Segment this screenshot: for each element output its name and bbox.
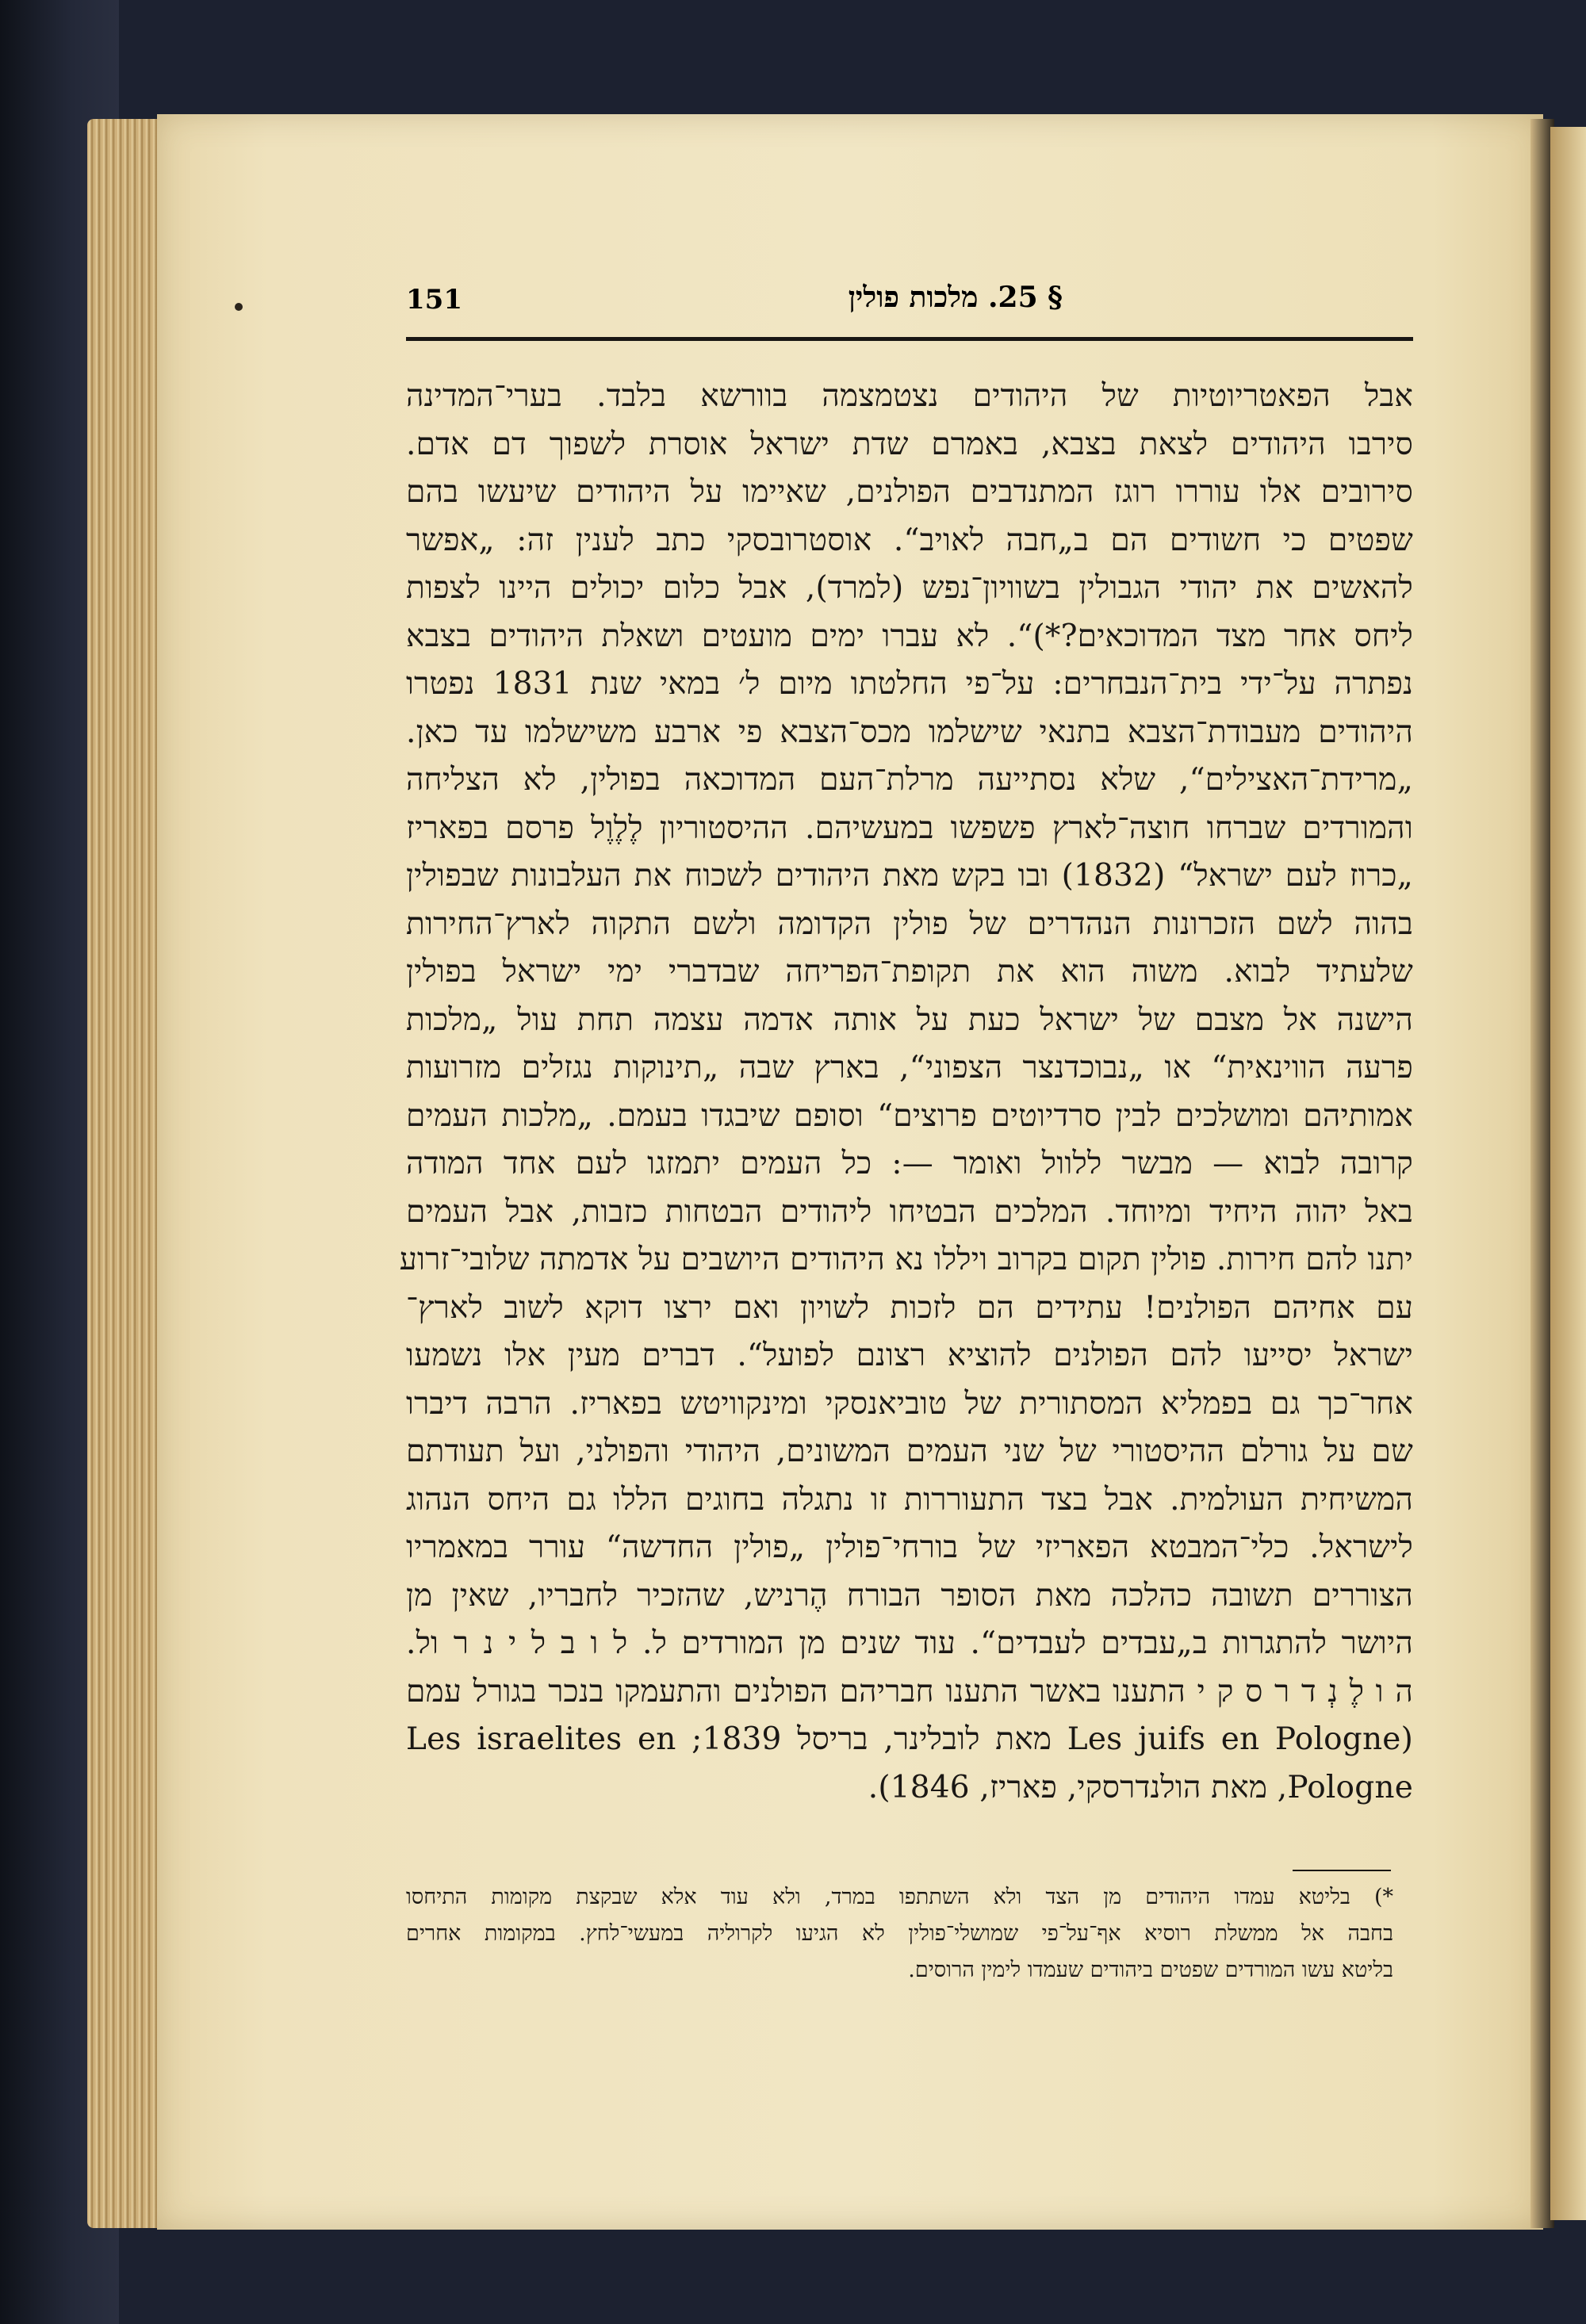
text-line: ישראל יסייעו להם הפולנים להוציא רצונם לפועל“. דברים מעין אלו נשמעו xyxy=(406,1338,1413,1373)
text-line: סירבו היהודים לצאת בצבא, באמרם שדת ישראל אוסרת לשפוך דם אדם. xyxy=(406,426,1413,462)
page-number: 151 xyxy=(406,284,462,316)
text-line: Pologne, מאת הולנדרסקי, פאריז, 1846). xyxy=(868,1769,1413,1805)
text-line: בהוה לשם הזכרונות הנהדרים של פולין הקדומה ולשם התקוה לארץ־החירות xyxy=(406,905,1413,942)
text-line: ‏(Les juifs en Pologne מאת לובלינר, בריסל 1839; Les israelites en xyxy=(406,1721,1413,1757)
text-line: „מרידת־האצילים“, שלא נסתייעה מרלת־העם המדוכאה בפולין, לא הצליחה xyxy=(406,762,1413,798)
text-line: ה ו לֶ נְ ד ר ס ק י התענו באשר התענו חבריהם הפולנים והתעמקו בנכר בגורל עמם xyxy=(406,1673,1413,1709)
text-line: והמורדים שברחו חוצה־לארץ פשפשו במעשיהם. ההיסטוריון לֶלֶוֶל פרסם בפאריז xyxy=(406,810,1413,846)
text-line: נפתרה על־ידי בית־הנבחרים: על־פי החלטתו מיום ל׳ במאי שנת 1831 נפטרו xyxy=(406,666,1413,702)
text-line: שפטים כי חשודים הם ב„חבה לאויב“. אוסטרובסקי כתב לענין זה: „אפשר xyxy=(406,522,1413,558)
text-line: סירובים אלו עוררו רוגז המתנדבים הפולנים, שאיימו על היהודים שיעשו בהם xyxy=(406,474,1413,510)
page-header xyxy=(396,278,1396,333)
text-line: אבל הפאטריוטיות של היהודים נצטמצמה בוורשא בלבד. בערי־המדינה xyxy=(406,378,1413,414)
facing-page-edge xyxy=(1550,127,1586,2220)
margin-mark xyxy=(235,303,243,311)
text-line: שלעתיד לבוא. משוה הוא את תקופת־הפריחה שבדברי ימי ישראל בפולין xyxy=(406,954,1413,990)
text-line: ליחס אחר מצד המדוכאים?*)“. לא עברו ימים מועטים ושאלת היהודים בצבא xyxy=(406,618,1413,654)
text-line: היהודים מעבודת־הצבא בתנאי שישלמו מכס־הצבא פי ארבע משישלמו עד כאן. xyxy=(406,714,1413,750)
running-title: § 25. מלכות פולין xyxy=(848,281,1063,314)
text-line: להאשים את יהודי הגבולין בשוויון־נפש (למרד), אבל כלום יכולים היינו לצפות xyxy=(406,570,1413,606)
footnotes xyxy=(406,1879,1393,1989)
body-text xyxy=(399,373,1413,1812)
footnote-rule xyxy=(1293,1870,1391,1871)
text-line: אמותיהם ומושלכים לבין סרדיוטים פרוצים“ וסופם שיבגדו בעמם. „מלכות העמים xyxy=(406,1097,1413,1134)
text-line: לישראל. כלי־המבטא הפאריזי של בורחי־פולין „פולין החדשה“ עורר במאמריו xyxy=(406,1530,1413,1565)
footnote-line: בליטא עשו המורדים שפטים ביהודים שעמדו לימין הרוסים. xyxy=(908,1958,1393,1982)
text-line: קרובה לבוא — מבשר ללוול ואומר —: כל העמים יתמזגו לעם אחד המודה xyxy=(406,1146,1413,1181)
text-line: המשיחית העולמית. אבל בצד התעוררות זו נתגלה בחוגים הללו גם היחס הנהוג xyxy=(406,1481,1413,1518)
text-line: „כרוז לעם ישראל“ (1832) ובו בקש מאת היהודים לשכוח את העלבונות שבפולין xyxy=(406,858,1413,894)
text-line: עם אחיהם הפולנים! עתידים הם לזכות לשויון ואם ירצו דוקא לשוב לארץ־ xyxy=(406,1289,1413,1326)
text-line: יתנו להם חירות. פולין תקום בקרוב ויללו נא היהודים היושבים על אדמתה שלובי־זרוע xyxy=(399,1242,1413,1277)
footnote-line: בחבה אל ממשלת רוסיא אף־על־פי שמושלי־פולין לא הגיעו לקרוליה במעשי־לחץ. במקומות אחרים xyxy=(406,1921,1393,1946)
text-line: באל יהוה היחיד ומיוחד. המלכים הבטיחו ליהודים הבטחות כזבות, אבל העמים xyxy=(406,1193,1413,1230)
text-line: הצוררים תשובה כהלכה מאת הסופר הבורח הֶרניש, שהזכיר לחבריו, שאין מן xyxy=(406,1577,1413,1614)
footnote-line: *) בליטא עמדו היהודים מן הצד ולא השתתפו במרד, ולא עוד אלא שבקצת מקומות התיחסו xyxy=(406,1885,1393,1909)
text-line: פרעה הווינאית“ או „נבוכדנצר הצפוני“, בארץ שבה „תינוקות נגזלים מזרועות xyxy=(406,1050,1413,1085)
text-line: היושר להתגרות ב„עבדים לעבדים“. עוד שנים מן המורדים ל. ל ו ב ל י נ ר ול. xyxy=(406,1625,1413,1661)
text-line: אחר־כך גם בפמליא המסתורית של טוביאנסקי ומינקוויטש בפאריז. הרבה דיברו xyxy=(406,1385,1413,1422)
text-line: הישנה אל מצבם של ישראל כעת על אותה אדמה עצמה תחת עול „מלכות xyxy=(406,1001,1413,1038)
text-line: שם על גורלם ההיסטורי של שני העמים המשונים, היהודי והפולני, ועל תעודתם xyxy=(406,1434,1413,1469)
header-rule xyxy=(406,337,1413,341)
